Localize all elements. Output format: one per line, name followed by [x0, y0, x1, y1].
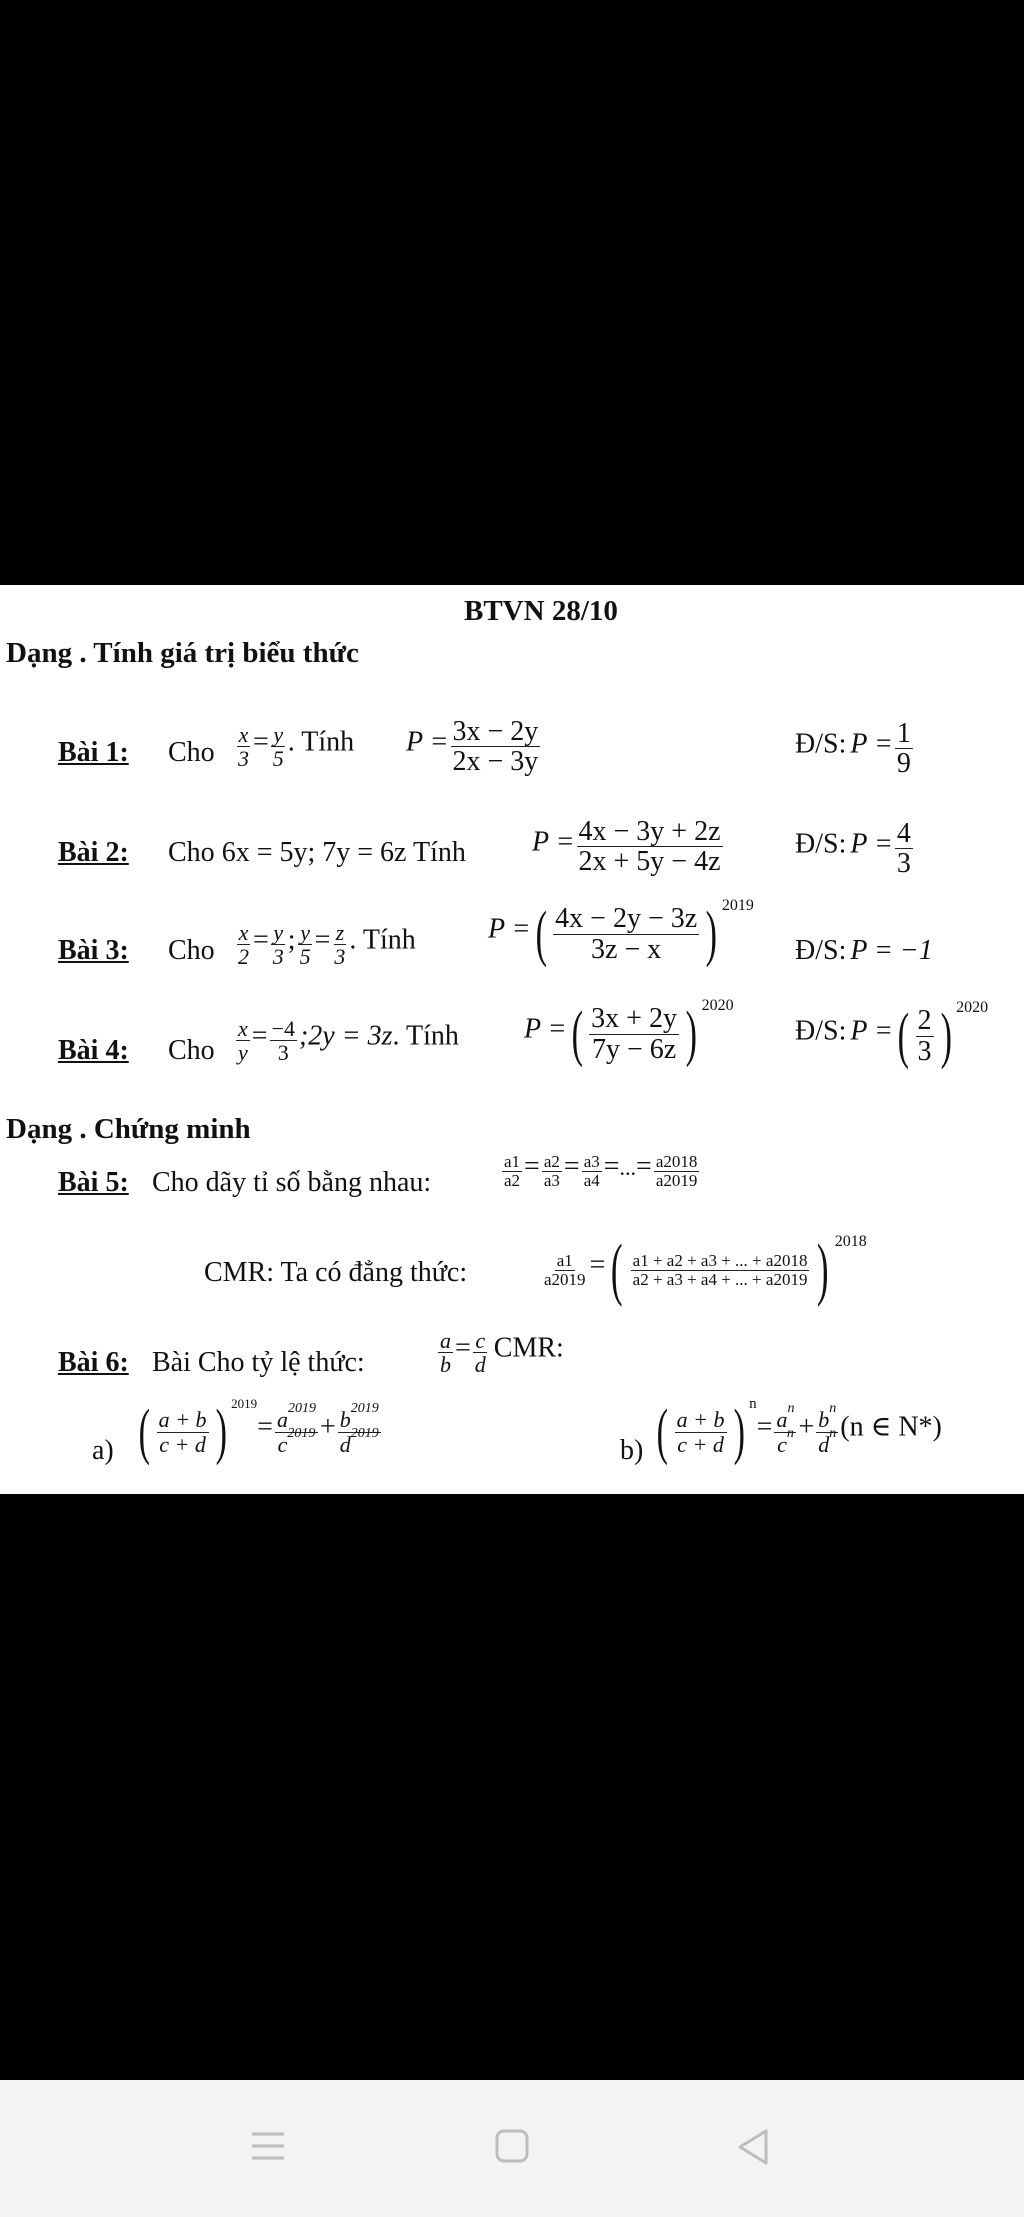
bai3-row — [58, 935, 129, 967]
bai6-proportion: $\frac{a}{b}$ = $\frac{c}{d}$ CMR: — [440, 1328, 564, 1378]
bai4-row — [58, 1035, 129, 1067]
android-navigation-bar — [0, 2080, 1024, 2217]
bai2-row — [58, 837, 129, 869]
section-heading-2: Dạng . Chứng minh — [6, 1113, 251, 1145]
bai6-part-a: ( $\frac{a + b}{c + d}$ ) $^{2019}$= $\frac{a^{2019}}{c^{2019}}$ + $\frac{b^{2019}}{d^{2019}}$ — [138, 1395, 379, 1466]
back-triangle-icon[interactable] — [736, 2128, 770, 2166]
bai6-text: Bài Cho tỷ lệ thức: — [152, 1347, 365, 1378]
bai6-label-wrap — [58, 1347, 129, 1379]
home-square-icon[interactable] — [494, 2128, 530, 2164]
bai3-cho: Cho — [168, 935, 215, 966]
bai6-label: Bài 6: — [58, 1347, 129, 1378]
bai1-cho: Cho — [168, 737, 215, 768]
bai3-label: Bài 3: — [58, 935, 129, 966]
bai6-part-b: ( $\frac{a + b}{c + d}$ ) n= $\frac{a^n}{c^n}$ + $\frac{b^n}{d^n}$ (n ∈ N*) — [656, 1395, 942, 1466]
bai5-cmr: CMR: Ta có đẳng thức: — [204, 1257, 468, 1288]
bai5-label-wrap — [58, 1167, 129, 1199]
bai4-ratio: $\frac{x}{y}$ = $\frac{-4}{3}$ ;2y = 3z. Tính — [238, 1016, 459, 1066]
bai3-expression: P =( $\frac{4x - 2y - 3z}{3z - x}$ ) 2019 — [488, 896, 754, 968]
bai5-label: Bài 5: — [58, 1167, 129, 1198]
bai2-condition: Cho 6x = 5y; 7y = 6z Tính — [168, 837, 466, 868]
bai5-sequence: $\frac{a1}{a2}$ = $\frac{a2}{a3}$ = $\frac{a3}{a4}$ =...= $\frac{a2018}{a2019}$ — [504, 1151, 698, 1190]
document-page — [0, 585, 1024, 1494]
bai2-expression: P = $\frac{4x - 3y + 2z}{2x + 5y - 4z}$ — [532, 816, 721, 878]
bai1-ratio: $\frac{x}{3}$ = $\frac{y}{5}$ . Tính — [238, 722, 355, 772]
bai3-ratios: $\frac{x}{2}$ = $\frac{y}{3}$ ; $\frac{y}{5}$ = $\frac{z}{3}$ . Tính — [238, 920, 416, 970]
bai4-expression: P =( $\frac{3x + 2y}{7y - 6z}$ ) 2020 — [524, 996, 734, 1068]
bai1-answer: Đ/S: P = $\frac{1}{9}$ — [795, 718, 911, 780]
bai1-row — [58, 737, 129, 769]
bai3-answer: Đ/S: P = −1 — [795, 935, 933, 966]
bai1-expression: P = $\frac{3x - 2y}{2x - 3y}$ — [406, 716, 539, 778]
bai6-part-b-label: b) — [620, 1435, 644, 1466]
bai5-identity: $\frac{a1}{a2019}$ =( $\frac{a1 + a2 + a3 + ... + a2018}{a2 + a3 + a4 + ... + a2019}$ ) 2018 — [544, 1231, 867, 1308]
bai4-answer: Đ/S: P =( $\frac{2}{3}$ ) 2020 — [795, 998, 989, 1070]
section-heading-1: Dạng . Tính giá trị biểu thức — [6, 637, 359, 669]
bai1-label: Bài 1: — [58, 737, 129, 768]
bai5-text: Cho dãy tỉ số bằng nhau: — [152, 1167, 432, 1198]
bai4-label: Bài 4: — [58, 1035, 129, 1066]
bai2-label: Bài 2: — [58, 837, 129, 868]
document-title: BTVN 28/10 — [464, 595, 618, 627]
bai4-cho: Cho — [168, 1035, 215, 1066]
bai2-answer: Đ/S: P = $\frac{4}{3}$ — [795, 818, 911, 880]
menu-icon[interactable] — [250, 2130, 286, 2162]
bai6-part-a-label: a) — [92, 1435, 114, 1466]
